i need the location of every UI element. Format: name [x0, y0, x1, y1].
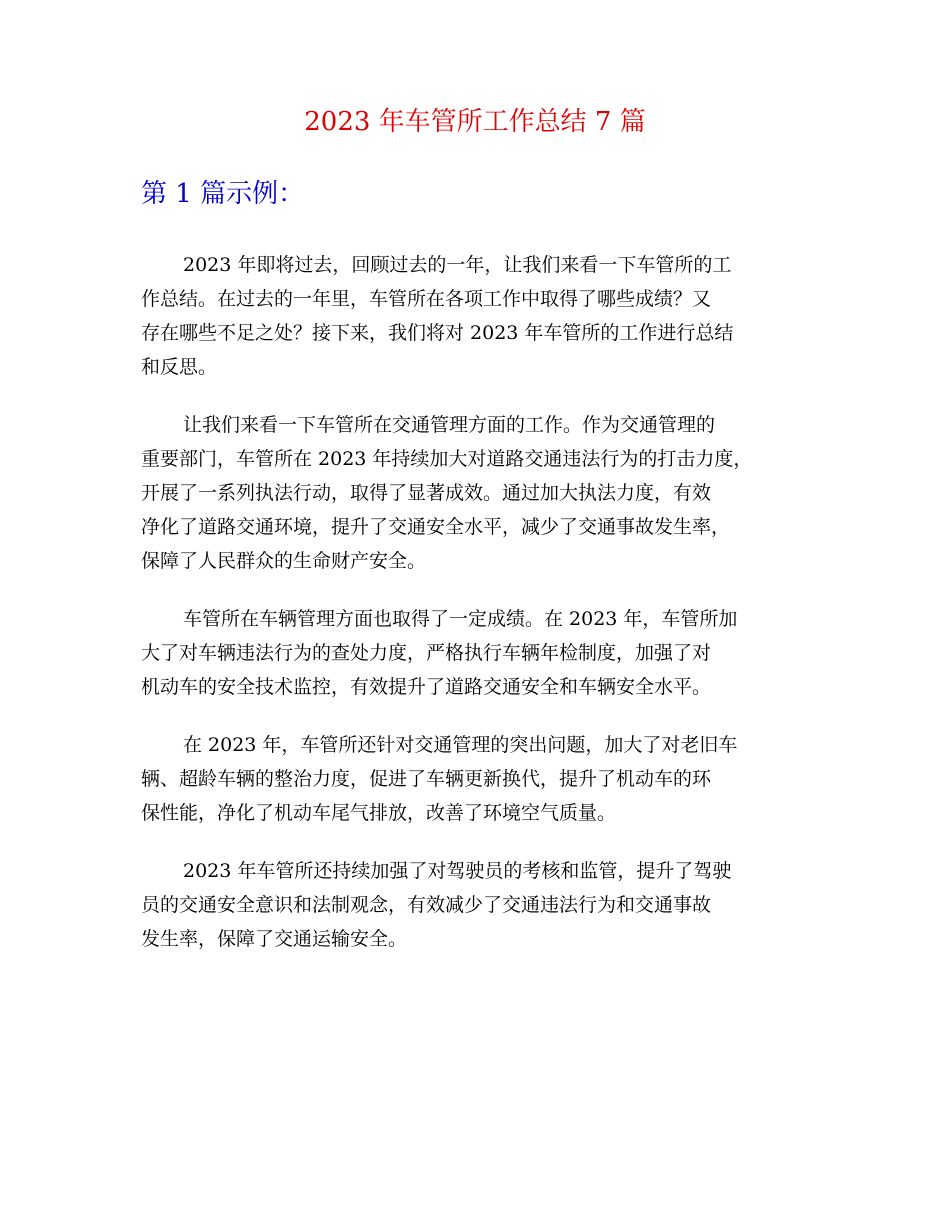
paragraph-line: 重要部门，车管所在 2023 年持续加大对道路交通违法行为的打击力度， [141, 448, 753, 470]
paragraph-line: 2023 年即将过去，回顾过去的一年，让我们来看一下车管所的工 [183, 254, 732, 276]
paragraph-line: 净化了道路交通环境，提升了交通安全水平，减少了交通事故发生率， [141, 516, 731, 538]
paragraph-line: 开展了一系列执法行动，取得了显著成效。通过加大执法力度，有效 [141, 482, 712, 504]
paragraph-line: 作总结。在过去的一年里，车管所在各项工作中取得了哪些成绩？又 [141, 288, 712, 310]
paragraph-line: 辆、超龄车辆的整治力度，促进了车辆更新换代，提升了机动车的环 [141, 768, 712, 790]
paragraph-line: 和反思。 [141, 356, 218, 378]
paragraph-line: 大了对车辆违法行为的查处力度，严格执行车辆年检制度，加强了对 [141, 642, 712, 664]
paragraph-1 [141, 248, 826, 384]
paragraph-line: 存在哪些不足之处？接下来，我们将对 2023 年车管所的工作进行总结 [141, 322, 734, 344]
paragraph-line: 员的交通安全意识和法制观念，有效减少了交通违法行为和交通事故 [141, 894, 712, 916]
paragraph-line: 机动车的安全技术监控，有效提升了道路交通安全和车辆安全水平。 [141, 676, 712, 698]
paragraph-line: 让我们来看一下车管所在交通管理方面的工作。作为交通管理的 [183, 414, 716, 436]
paragraph-4 [141, 728, 826, 830]
paragraph-2 [141, 408, 826, 578]
paragraph-line: 保障了人民群众的生命财产安全。 [141, 550, 427, 572]
paragraph-line: 车管所在车辆管理方面也取得了一定成绩。在 2023 年，车管所加 [183, 608, 738, 630]
paragraph-3 [141, 602, 826, 704]
paragraph-line: 保性能，净化了机动车尾气排放，改善了环境空气质量。 [141, 802, 617, 824]
paragraph-line: 2023 年车管所还持续加强了对驾驶员的考核和监管，提升了驾驶 [183, 860, 732, 882]
document-body [141, 248, 826, 980]
paragraph-line: 在 2023 年，车管所还针对交通管理的突出问题，加大了对老旧车 [183, 734, 738, 756]
section-heading: 第 1 篇示例： [141, 179, 305, 209]
paragraph-5 [141, 854, 826, 956]
paragraph-line: 发生率，保障了交通运输安全。 [141, 928, 408, 950]
document-title: 2023 年车管所工作总结 7 篇 [304, 107, 646, 137]
